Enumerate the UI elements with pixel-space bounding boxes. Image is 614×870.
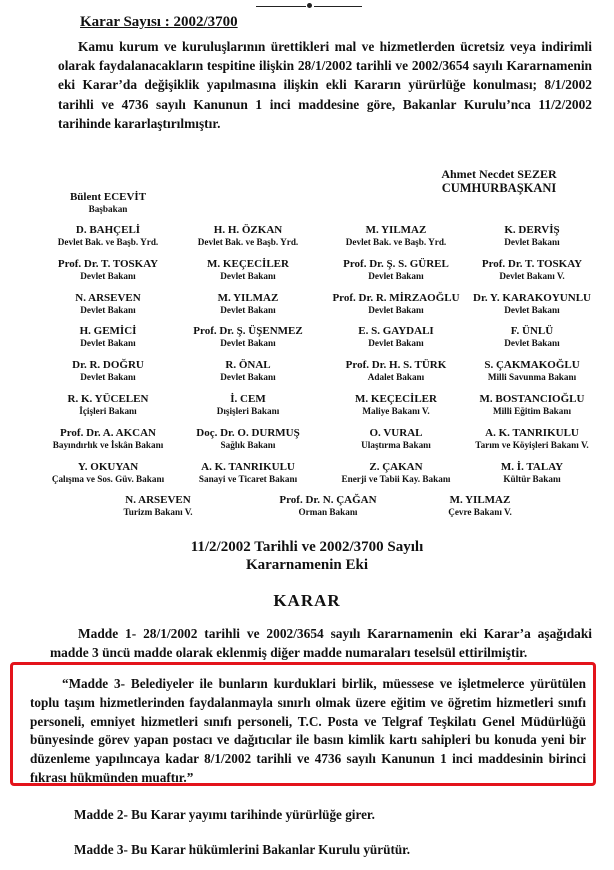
signatory-title: Devlet Bakanı <box>220 372 276 383</box>
top-rule-dot <box>307 3 312 8</box>
signatory <box>452 224 612 248</box>
signatory <box>248 494 408 518</box>
article-3-quote-text: “Madde 3- Belediyeler ile bunların kurduklari birlik, müessese ve işletmelerce yürütülen toplu taşım hizmetlerinden faydalanmayla sınırlı olmak üzere eğitim ve öğretim hizmetleri sınıfı personeli, emniyet hizmetleri sınıfı personeli, T.C. Posta ve Telgraf Teşkilatı Genel Müdürlüğü bünyesinde görev yapan postacı ve dağıtıcılar ile basın kimlik kartı sahipleri bu konuda yeni bir düzenleme yapılıncaya kadar 8/1/2002 tarihli ve 4736 sayılı Kanunun 1 inci maddesinin birinci fıkrası hükmünden muaftır.” <box>30 676 586 785</box>
signatory-name: S. ÇAKMAKOĞLU <box>484 359 580 372</box>
signatory-name: F. ÜNLÜ <box>510 325 554 338</box>
signatory-title: Devlet Bakanı <box>504 304 560 315</box>
signatory-title: Devlet Bak. ve Başb. Yrd. <box>57 237 159 247</box>
signatory-title: Orman Bakanı <box>298 507 358 518</box>
signatory <box>452 393 612 417</box>
signatory-name: A. K. TANRIKULU <box>485 426 579 439</box>
signatory-title: Kültür Bakanı <box>503 473 561 484</box>
signatory-name: Prof. Dr. A. AKCAN <box>60 426 156 439</box>
signatory-name: M. YILMAZ <box>365 224 427 236</box>
signatory-name: M. YILMAZ <box>449 494 511 507</box>
signatory-name: E. S. GAYDALI <box>358 325 434 338</box>
signatory-title: Devlet Bakanı <box>504 237 560 247</box>
annex-title-line1: 11/2/2002 Tarihli ve 2002/3700 Sayılı <box>190 539 424 555</box>
signatory-title: İçişleri Bakanı <box>79 406 137 416</box>
signatory-name: M. YILMAZ <box>217 291 279 304</box>
signatory-title: Devlet Bakanı <box>80 338 136 349</box>
signatory-title: Enerji ve Tabii Kay. Bakanı <box>341 473 451 484</box>
intro-text: Kamu kurum ve kuruluşlarının ürettikleri mal ve hizmetlerden ücretsiz veya indirimli olarak faydalanacakların tespitine ilişkin 28/1/2002 tarihli ve 2002/3654 sayılı Kararnamenin eki Karar’da değişiklik yapılmasına ilişkin ekli Kararın yürürlüğe konulması; 8/1/2002 tarihli ve 4736 sayılı Kanunun 1 inci maddesine göre, Bakanlar Kurulu’nca 11/2/2002 tarihinde kararlaştırılmıştır. <box>58 39 592 131</box>
signatory <box>28 359 188 383</box>
intro-paragraph <box>58 37 592 133</box>
signatory-name: M. BOSTANCIOĞLU <box>479 393 585 405</box>
signatory <box>452 292 612 316</box>
signatory-title: Devlet Bakanı <box>368 304 424 315</box>
signatory-name: Prof. Dr. R. MİRZAOĞLU <box>332 291 460 304</box>
article-3-execution: Madde 3- Bu Karar hükümlerini Bakanlar Kurulu yürütür. <box>74 842 411 857</box>
signatory-name: Dr. R. DOĞRU <box>72 359 144 372</box>
signatory-name: Prof. Dr. T. TOSKAY <box>481 257 583 270</box>
signatory <box>168 292 328 316</box>
signatory-title: Devlet Bak. ve Başb. Yrd. <box>345 237 447 247</box>
signatory-name: Z. ÇAKAN <box>369 460 423 473</box>
signatory-name: N. ARSEVEN <box>125 494 191 507</box>
signatory <box>168 224 328 248</box>
signatory-title: Devlet Bakanı <box>220 338 276 349</box>
signatory-title: Devlet Bakanı <box>220 270 276 281</box>
signatory <box>452 359 612 383</box>
signatory-title: Çevre Bakanı V. <box>448 507 512 518</box>
signatory-name: M. KEÇECİLER <box>355 393 437 405</box>
signatory <box>28 325 188 349</box>
signatory <box>452 325 612 349</box>
signatory <box>400 494 560 518</box>
president-signature <box>424 167 574 195</box>
signatory-title: Maliye Bakanı V. <box>362 406 430 416</box>
decision-number: Karar Sayısı : 2002/3700 <box>80 14 238 30</box>
signatory <box>28 427 188 451</box>
signatory-title: Bayındırlık ve İskân Bakanı <box>52 439 164 450</box>
signatory-title: Devlet Bakanı <box>368 270 424 281</box>
signatory <box>168 325 328 349</box>
signatory-name: R. K. YÜCELEN <box>67 393 149 405</box>
article-1-text: Madde 1- 28/1/2002 tarihli ve 2002/3654 sayılı Kararnamenin eki Karar’a aşağıdaki madde 3 üncü madde olarak eklenmiş diğer madde numaraları teselsül ettirilmiştir. <box>50 626 592 660</box>
signatory <box>452 427 612 451</box>
karar-heading: KARAR <box>273 591 341 610</box>
signatory <box>28 258 188 282</box>
signatory-title: Dışişleri Bakanı <box>216 406 280 416</box>
signatory-name: Prof. Dr. H. S. TÜRK <box>345 359 447 372</box>
signatory-title: Devlet Bakanı <box>368 338 424 349</box>
signatory <box>78 494 238 518</box>
signatory-name: Dr. Y. KARAKOYUNLU <box>473 291 591 304</box>
signatory-name: Prof. Dr. N. ÇAĞAN <box>279 494 377 507</box>
signatory-name: Prof. Dr. Ş. S. GÜREL <box>343 257 449 270</box>
prime-minister-signature <box>28 191 188 215</box>
signatory-name: Y. OKUYAN <box>77 460 139 473</box>
signatory-title: Devlet Bakanı <box>220 304 276 315</box>
signatory-title: Sanayi ve Ticaret Bakanı <box>198 473 298 484</box>
signatory-title: Çalışma ve Sos. Güv. Bakanı <box>51 473 165 484</box>
signatory <box>168 393 328 417</box>
signatory-title: Ulaştırma Bakanı <box>361 439 431 450</box>
top-rule-left <box>256 6 306 7</box>
signatory <box>452 258 612 282</box>
article-2: Madde 2- Bu Karar yayımı tarihinde yürürlüğe girer. <box>74 807 375 822</box>
signatory-name: H. H. ÖZKAN <box>213 224 283 236</box>
signatory-title: Adalet Bakanı <box>367 372 425 383</box>
signatory-name: Prof. Dr. T. TOSKAY <box>57 257 159 270</box>
signatory <box>452 461 612 485</box>
top-rule-right <box>314 6 362 7</box>
signatory-title: Devlet Bakanı <box>80 304 136 315</box>
signatory <box>168 359 328 383</box>
article-1 <box>50 624 592 662</box>
signatory-title: Milli Savunma Bakanı <box>487 372 577 383</box>
signatory-name: Bülent ECEVİT <box>69 191 147 203</box>
signatory-title: Devlet Bakanı V. <box>499 270 565 281</box>
signatory-title: Devlet Bak. ve Başb. Yrd. <box>197 237 299 247</box>
signatory-name: İ. CEM <box>230 393 266 405</box>
signatory-name: R. ÖNAL <box>225 359 271 372</box>
signatory-title: Tarım ve Köyişleri Bakanı V. <box>475 439 589 450</box>
annex-title-line2: Kararnamenin Eki <box>245 557 369 573</box>
signatory <box>28 292 188 316</box>
signatory <box>28 393 188 417</box>
signatory-title: Sağlık Bakanı <box>220 439 276 450</box>
signatory-name: Prof. Dr. Ş. ÜŞENMEZ <box>193 325 303 338</box>
signatory-name: Doç. Dr. O. DURMUŞ <box>196 426 300 439</box>
president-name: Ahmet Necdet SEZER <box>441 167 557 181</box>
signatory-title: Devlet Bakanı <box>504 338 560 349</box>
signatory-title: Devlet Bakanı <box>80 372 136 383</box>
signatory-name: M. İ. TALAY <box>500 460 564 473</box>
signatory-name: N. ARSEVEN <box>75 291 141 304</box>
signatory-title: Başbakan <box>88 204 128 214</box>
signatory-title: Milli Eğitim Bakanı <box>492 406 572 416</box>
signatory-name: M. KEÇECİLER <box>207 257 289 270</box>
article-3-quote <box>30 675 586 788</box>
signatory-name: K. DERVİŞ <box>504 224 560 236</box>
signatory <box>28 224 188 248</box>
signatory-name: D. BAHÇELİ <box>75 224 141 236</box>
signatory-title: Turizm Bakanı V. <box>123 507 193 518</box>
signatory <box>168 461 328 485</box>
signatory-name: A. K. TANRIKULU <box>201 460 295 473</box>
signatory-name: O. VURAL <box>369 426 423 439</box>
signatory-name: H. GEMİCİ <box>79 325 137 338</box>
signatory <box>28 461 188 485</box>
signatory <box>168 427 328 451</box>
president-title: CUMHURBAŞKANI <box>441 181 557 195</box>
signatory-title: Devlet Bakanı <box>80 270 136 281</box>
signatory <box>168 258 328 282</box>
